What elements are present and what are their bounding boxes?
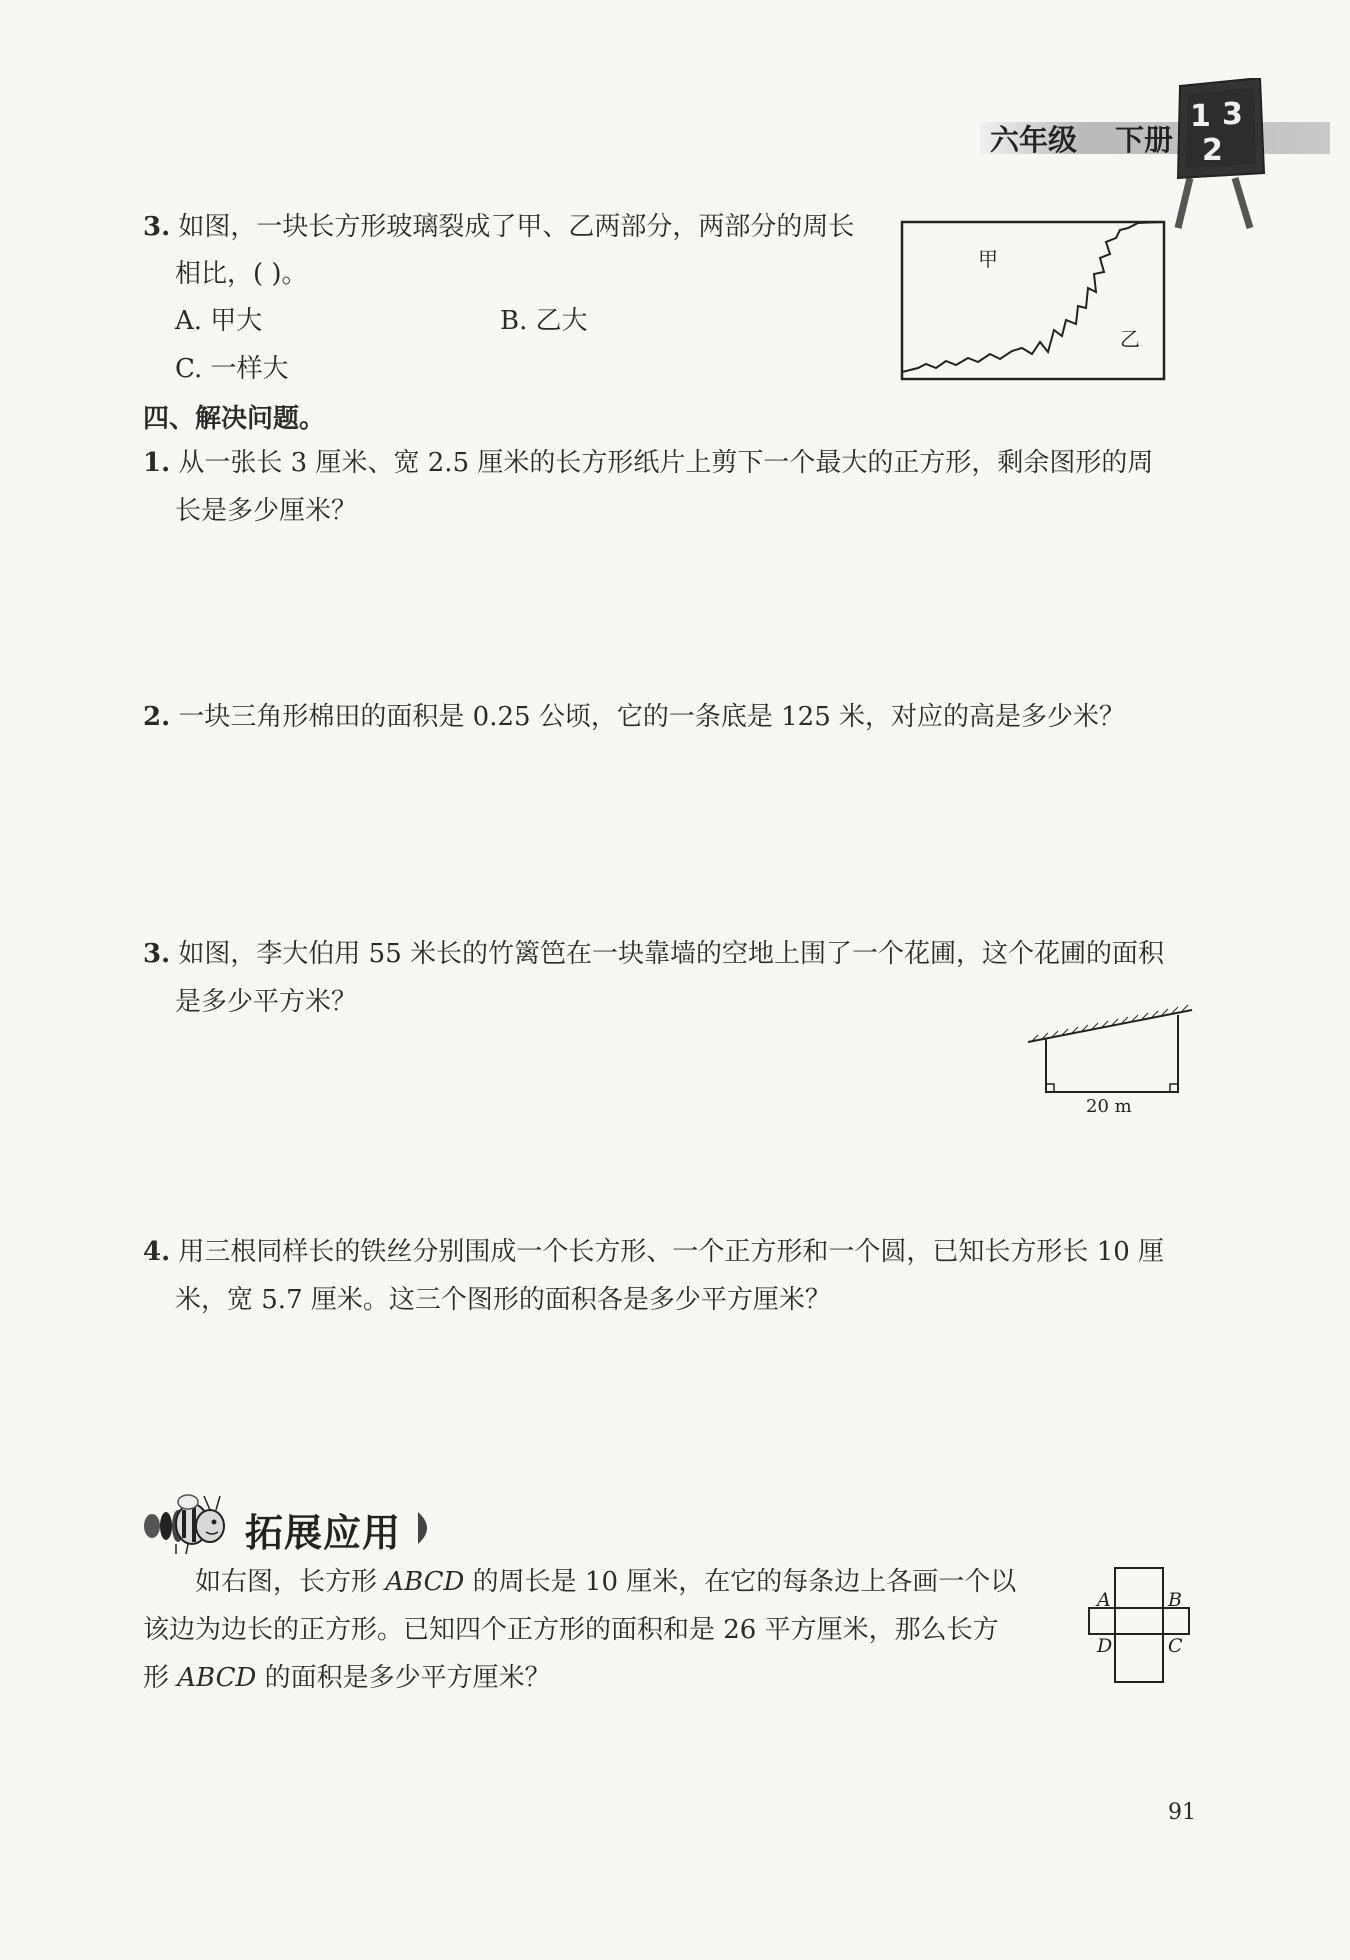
q2-number: 2.: [143, 702, 171, 732]
grade-label: 六年级: [990, 123, 1078, 157]
broken-glass-figure: [898, 218, 1170, 384]
logo-digit-1: 1: [1190, 99, 1211, 134]
volume-label: 下册: [1115, 123, 1174, 157]
q4-number: 4.: [143, 1237, 171, 1267]
page-number: 91: [1168, 1800, 1196, 1825]
extension-line1: [195, 1565, 1016, 1599]
choice-question-text2: 相比，( )。: [175, 259, 308, 289]
choice-question-number: 3.: [143, 212, 171, 242]
bee-icon: [140, 1488, 240, 1558]
q4-text1: 用三根同样长的铁丝分别围成一个长方形、一个正方形和一个圆，已知长方形长 10 厘: [178, 1237, 1165, 1267]
choice-question-line1: [143, 210, 854, 244]
q1-text2: 长是多少厘米？: [175, 496, 358, 526]
q3-text1: 如图，李大伯用 55 米长的竹篱笆在一块靠墙的空地上围了一个花圃，这个花圃的面积: [178, 939, 1165, 969]
q1-text1: 从一张长 3 厘米、宽 2.5 厘米的长方形纸片上剪下一个最大的正方形，剩余图形的周: [178, 448, 1154, 478]
q3-line1: [143, 937, 1164, 971]
extension-abcd-1: ABCD: [385, 1567, 465, 1597]
figure-label-yi: 乙: [1120, 327, 1140, 351]
squares-on-rectangle-figure: [1085, 1560, 1195, 1695]
garden-fence-figure: [1020, 1000, 1200, 1120]
option-c: C. 一样大: [175, 354, 289, 384]
title-end-ornament-icon: [416, 1508, 438, 1548]
extension-text1c: 的周长是 10 厘米，在它的每条边上各画一个以: [464, 1567, 1017, 1597]
vertex-d: D: [1097, 1635, 1113, 1657]
extension-title: 拓展应用: [245, 1511, 402, 1555]
extension-line3: [143, 1661, 551, 1695]
figure-label-jia: 甲: [978, 247, 998, 271]
q2-text1: 一块三角形棉田的面积是 0.25 公顷，它的一条底是 125 米，对应的高是多少米？: [178, 702, 1125, 732]
option-b: B. 乙大: [500, 306, 588, 336]
q1-number: 1.: [143, 448, 171, 478]
option-a: A. 甲大: [175, 306, 263, 336]
q1-line1: [143, 446, 1153, 480]
choice-question-text1: 如图，一块长方形玻璃裂成了甲、乙两部分，两部分的周长: [178, 212, 855, 242]
vertex-a: A: [1097, 1589, 1111, 1611]
extension-text2: 该边为边长的正方形。已知四个正方形的面积和是 26 平方厘米，那么长方: [143, 1615, 999, 1645]
q2-line1: [143, 700, 1125, 734]
section4-title: 四、解决问题。: [143, 404, 326, 434]
extension-text3c: 的面积是多少平方厘米？: [256, 1663, 551, 1693]
logo-digit-3: 3: [1222, 97, 1243, 132]
extension-text3a: 形: [143, 1663, 178, 1693]
vertex-c: C: [1168, 1635, 1183, 1657]
q4-text2: 米，宽 5.7 厘米。这三个图形的面积各是多少平方厘米？: [175, 1285, 831, 1315]
q4-line1: [143, 1235, 1164, 1269]
garden-width-label: 20 m: [1086, 1096, 1132, 1117]
chalkboard-logo-icon: [1160, 78, 1270, 238]
logo-digit-2: 2: [1202, 133, 1223, 168]
q3-number: 3.: [143, 939, 171, 969]
extension-text1a: 如右图，长方形: [195, 1567, 386, 1597]
q3-text2: 是多少平方米？: [175, 987, 358, 1017]
extension-abcd-2: ABCD: [177, 1663, 257, 1693]
vertex-b: B: [1168, 1589, 1182, 1611]
